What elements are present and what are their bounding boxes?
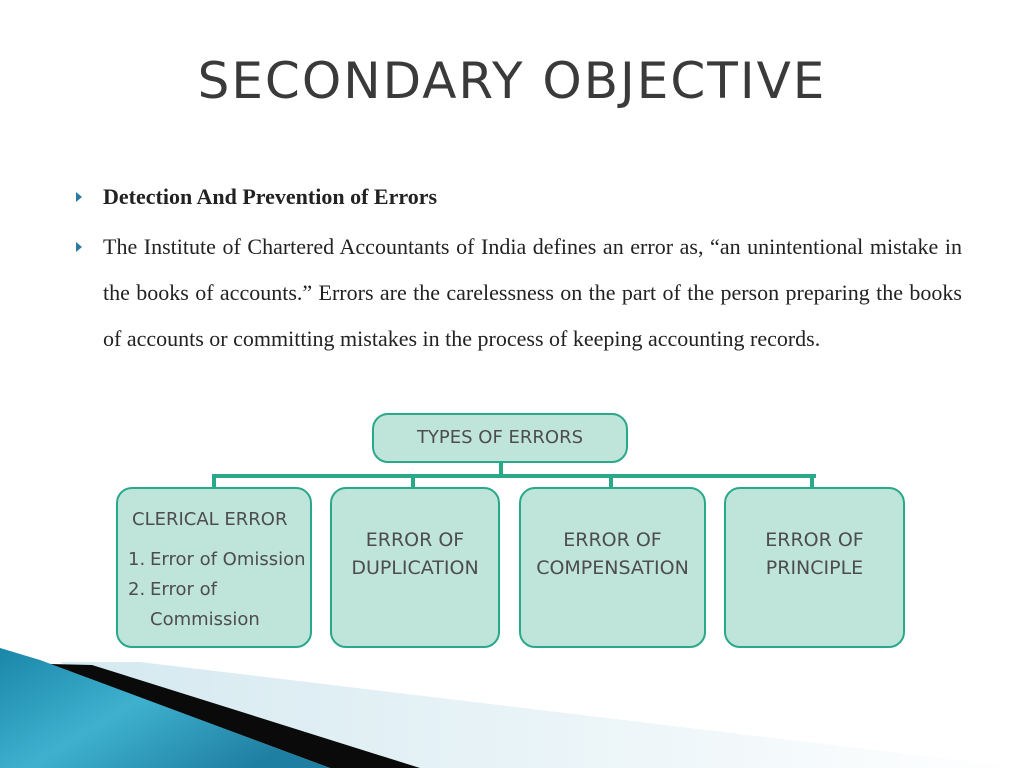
node-label: ERROR OF DUPLICATION [351, 528, 479, 579]
list-number: 1. [128, 549, 146, 570]
node-label: CLERICAL ERROR [132, 509, 288, 530]
node-label: ERROR OF PRINCIPLE [765, 528, 864, 579]
slide-title: SECONDARY OBJECTIVE [197, 52, 827, 110]
list-text: Error of Commission [150, 579, 260, 630]
node-label: ERROR OF COMPENSATION [536, 528, 689, 579]
list-text: Error of Omission [150, 549, 306, 570]
bullet-text: Detection And Prevention of Errors [103, 184, 438, 209]
node-label: TYPES OF ERRORS [416, 427, 584, 448]
bullet-text: The Institute of Chartered Accountants of India defines an error as, “an unintentional mistake in the books of accounts.” Errors are the carelessness on the part of the person preparing the books of accounts or committing mistakes in the process of keeping accounting records. [103, 234, 962, 351]
list-number: 2. [128, 579, 146, 600]
